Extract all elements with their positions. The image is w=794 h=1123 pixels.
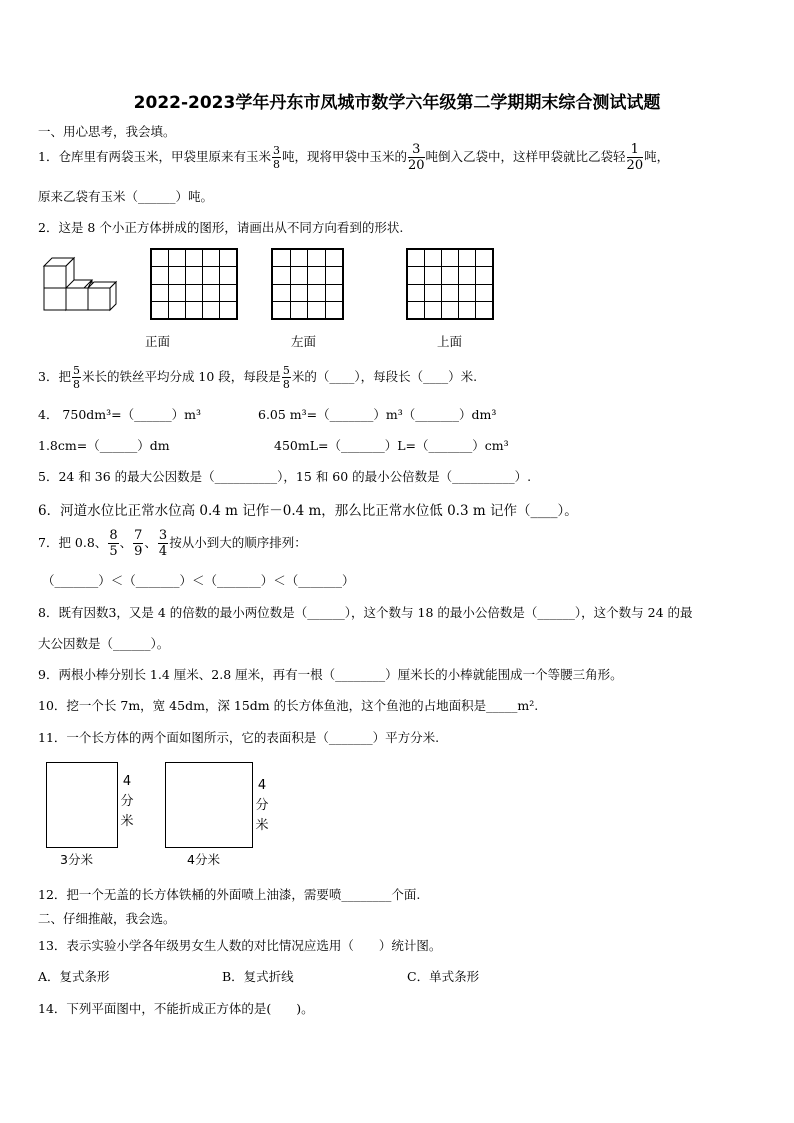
page-title: 2022-2023学年丹东市凤城市数学六年级第二学期期末综合测试试题 <box>133 93 661 113</box>
q1-text-a: 1．仓库里有两袋玉米，甲袋里原来有玉米 <box>38 149 271 164</box>
question-12: 12．把一个无盖的长方体铁桶的外面喷上油漆，需要喷________个面. <box>38 887 421 902</box>
face-1-height-label: 4 分 米 <box>120 774 134 829</box>
question-4-line-1a: 4． 750dm³=（______）m³ <box>38 407 201 422</box>
question-4-line-2a: 1.8cm=（______）dm <box>38 438 170 453</box>
question-8-line-2: 大公因数是（______）。 <box>38 636 170 651</box>
caption-left: 左面 <box>291 334 317 349</box>
question-8-line-1: 8．既有因数3，又是 4 的倍数的最小两位数是（______），这个数与 18 的最小公倍数是（______），这个数与 24 的最 <box>38 605 693 620</box>
front-view-grid[interactable] <box>150 248 238 320</box>
question-4-line-2b: 450mL=（_______）L=（_______）cm³ <box>274 438 509 453</box>
caption-front: 正面 <box>145 334 171 349</box>
question-1-line-2: 原来乙袋有玉米（______）吨。 <box>38 189 214 204</box>
face-rectangle-2 <box>165 762 253 848</box>
section-2-heading: 二、仔细推敲，我会选。 <box>38 911 176 926</box>
question-2: 2．这是 8 个小正方体拼成的图形，请画出从不同方向看到的形状. <box>38 220 404 235</box>
question-3 <box>38 362 477 392</box>
question-1 <box>38 142 669 172</box>
question-7 <box>38 526 307 560</box>
q7-text-b: 按从小到大的顺序排列： <box>169 535 307 550</box>
q3-text-a: 3．把 <box>38 369 71 384</box>
q1-fraction-1: $\frac{3}{8}$ <box>272 144 280 171</box>
q3-text-c: 米的（____），每段长（____）米. <box>291 369 478 384</box>
q7-text-a: 7．把 0.8、 <box>38 535 108 550</box>
face-1-width-label: 3分米 <box>60 852 93 867</box>
question-6: 6．河道水位比正常水位高 0.4 m 记作－0.4 m，那么比正常水位低 0.3 m 记作（____）。 <box>38 503 578 519</box>
q3-fraction-2: $\frac{5}{8}$ <box>282 364 290 391</box>
q13-option-b[interactable]: B．复式折线 <box>222 969 294 984</box>
q7-fraction-3: $\frac{3}{4}$ <box>158 528 168 559</box>
q13-option-a[interactable]: A．复式条形 <box>38 969 110 984</box>
question-14: 14．下列平面图中，不能折成正方体的是( )。 <box>38 1001 314 1016</box>
cube-stack-figure <box>34 252 118 318</box>
face-2-width-label: 4分米 <box>187 852 220 867</box>
q1-fraction-2: $\frac{3}{20}$ <box>407 142 425 173</box>
question-7-line-2: （_______）＜（_______）＜（_______）＜（_______） <box>42 573 355 588</box>
q7-sep-1: 、 <box>119 535 133 550</box>
section-1-heading: 一、用心思考，我会填。 <box>38 124 176 139</box>
question-9: 9．两根小棒分别长 1.4 厘米、2.8 厘米，再有一根（________）厘米长的小棒就能围成一个等腰三角形。 <box>38 667 623 682</box>
left-view-grid[interactable] <box>271 248 344 320</box>
q7-fraction-2: $\frac{7}{9}$ <box>134 528 143 559</box>
question-13: 13．表示实验小学各年级男女生人数的对比情况应选用（ ）统计图。 <box>38 938 442 953</box>
q3-fraction-1: $\frac{5}{8}$ <box>72 364 80 391</box>
q3-text-b: 米长的铁丝平均分成 10 段，每段是 <box>81 369 281 384</box>
face-rectangle-1 <box>46 762 118 848</box>
face-2-height-label: 4 分 米 <box>255 778 269 833</box>
caption-top: 上面 <box>437 334 463 349</box>
q1-fraction-3: $\frac{1}{20}$ <box>626 142 644 173</box>
question-5: 5．24 和 36 的最大公因数是（__________），15 和 60 的最小公倍数是（__________）. <box>38 469 532 484</box>
q1-text-b: 吨，现将甲袋中玉米的 <box>281 149 407 164</box>
q13-option-c[interactable]: C．单式条形 <box>407 969 480 984</box>
q1-text-c: 吨倒入乙袋中，这样甲袋就比乙袋轻 <box>425 149 626 164</box>
q1-text-d: 吨， <box>644 149 670 164</box>
top-view-grid[interactable] <box>406 248 494 320</box>
question-10: 10．挖一个长 7m，宽 45dm，深 15dm 的长方体鱼池，这个鱼池的占地面积是_____m². <box>38 698 539 713</box>
q7-sep-2: 、 <box>144 535 157 550</box>
question-11: 11．一个长方体的两个面如图所示，它的表面积是（_______）平方分米. <box>38 730 440 745</box>
question-4-line-1b: 6.05 m³=（_______）m³（_______）dm³ <box>258 407 497 422</box>
q7-fraction-1: $\frac{8}{5}$ <box>109 528 118 559</box>
